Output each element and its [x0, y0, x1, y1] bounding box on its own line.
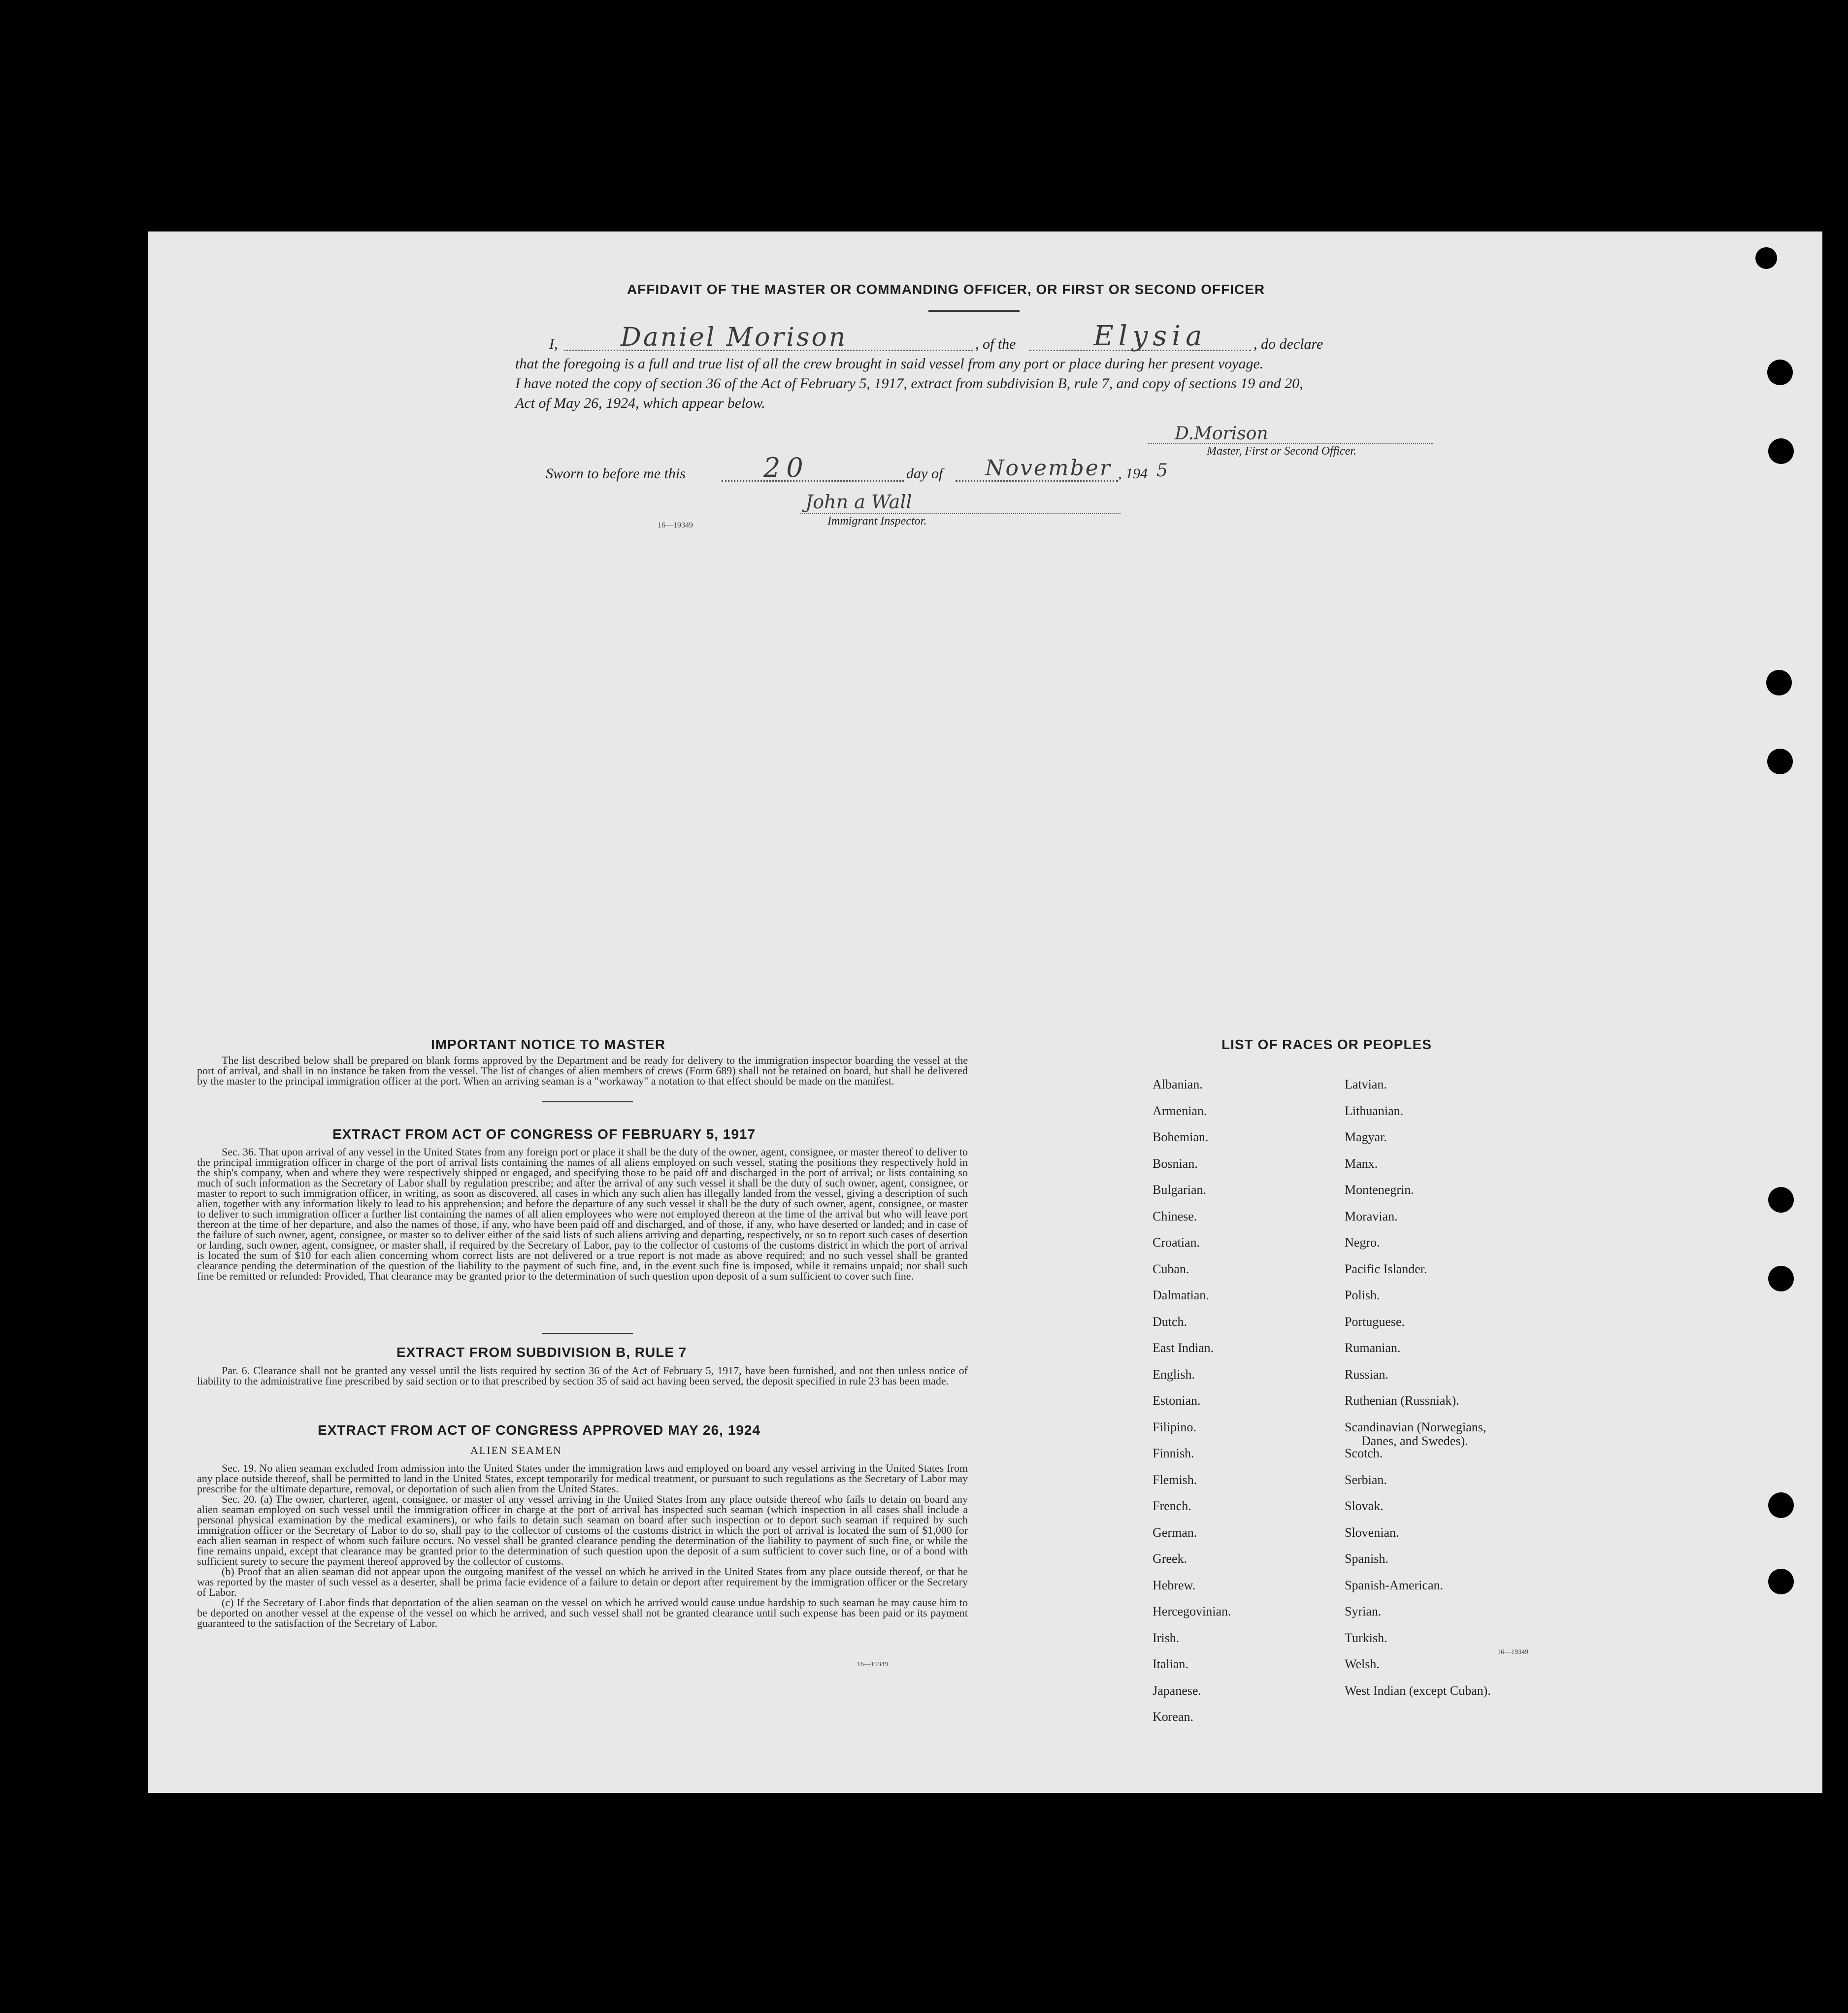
race-item: Scandinavian (Norwegians,: [1345, 1419, 1486, 1434]
race-item: Ruthenian (Russniak).: [1345, 1393, 1459, 1408]
race-item: Filipino.: [1153, 1419, 1196, 1434]
race-item: Chinese.: [1153, 1209, 1197, 1223]
race-item: Montenegrin.: [1345, 1183, 1414, 1197]
race-item: Danes, and Swedes).: [1361, 1433, 1468, 1448]
punch-hole: [1767, 360, 1793, 385]
race-item: Hercegovinian.: [1153, 1604, 1231, 1618]
notice-text: [197, 1055, 968, 1086]
affidavit-title: AFFIDAVIT OF THE MASTER OR COMMANDING OFFICER, OR FIRST OR SECOND OFFICER: [627, 282, 1265, 297]
sec19-paragraph: Sec. 19. No alien seaman excluded from admission into the United States under the immigration laws and employed on board any vessel arriving in the United States from any place outside thereof, shall be permitted to land in the United States, except temporarily for medical treatment, or pursuant to such regulations as the Secretary of Labor may prescribe for the ultimate departure, removal, or deportation of such alien from the United States.: [197, 1462, 968, 1495]
affidavit-line1-prefix: I,: [549, 336, 558, 352]
sworn-mid: day of: [906, 465, 943, 482]
extract-1924-text: [197, 1463, 968, 1628]
race-item: Bosnian.: [1153, 1156, 1198, 1171]
sworn-prefix: Sworn to before me this: [546, 465, 686, 482]
inspector-signature-line: [800, 513, 1121, 514]
notice-title: IMPORTANT NOTICE TO MASTER: [431, 1037, 666, 1052]
race-item: Italian.: [1153, 1657, 1188, 1671]
sworn-day-handwritten: 20: [763, 452, 809, 483]
race-item: Moravian.: [1345, 1209, 1398, 1223]
race-item: Negro.: [1345, 1235, 1380, 1250]
punch-hole: [1768, 1187, 1794, 1213]
affidavit-line1-mid: , of the: [975, 336, 1016, 352]
sec20a-paragraph: Sec. 20. (a) The owner, charterer, agent, consignee, or master of any vessel arriving in the United States from any place outside thereof who fails to detain on board any alien seaman employed on such vessel until the immigration officer in charge at the port of arrival has inspected such seaman (which inspection in all cases shall include a personal physical examination by the medical examiners), or who fails to detain such seaman on board after such inspection or to deport such seaman if required by such immigration officer or the Secretary of Labor to do so, shall pay to the collector of customs of the customs district in which the port of arrival is located the sum of $1,000 for each alien seaman in respect of whom such failure occurs. No vessel shall be granted clearance pending the determination of the liability to payment of such fine, or while the fine remains unpaid, except that clearance may be granted prior to the determination of such question upon the deposit of a sum sufficient to cover such fine, or of a bond with sufficient surety to secure the payment thereof approved by the collector of customs.: [197, 1493, 968, 1567]
race-item: Bulgarian.: [1153, 1183, 1207, 1197]
alien-seamen-subtitle: ALIEN SEAMEN: [470, 1444, 562, 1456]
race-item: Armenian.: [1153, 1103, 1207, 1118]
punch-hole: [1755, 247, 1777, 269]
race-item: Polish.: [1345, 1288, 1380, 1302]
officer-signature: D.Morison: [1175, 424, 1268, 444]
race-item: Pacific Islander.: [1345, 1261, 1427, 1276]
affidavit-line3: I have noted the copy of section 36 of the Act of February 5, 1917, extract from subdivision B, rule 7, and copy of sections 19 and 20,: [515, 375, 1303, 392]
race-item: Spanish-American.: [1345, 1578, 1444, 1592]
punch-hole: [1767, 749, 1793, 774]
rule7-paragraph: Par. 6. Clearance shall not be granted any vessel until the lists required by section 36 of the Act of February 5, 1917, have been furnished, and not then unless notice of liability to the administrative fine prescribed by said section or to that prescribed by section 35 of said act having been served, the deposit specified in rule 23 has been made.: [197, 1364, 968, 1387]
race-item: Turkish.: [1345, 1630, 1387, 1645]
punch-hole: [1766, 670, 1792, 695]
race-item: German.: [1153, 1525, 1197, 1540]
race-item: Korean.: [1153, 1710, 1194, 1724]
notice-paragraph: The list described below shall be prepared on blank forms approved by the Department and be ready for delivery to the immigration inspector boarding the vessel at the port of arrival, and shall in no instance be taken from the vessel. The list of changes of alien members of crews (Form 689) shall not be retained on board, but shall be delivered by the master to the principal immigration officer at the port. When an arriving seaman is a "workaway" a notation to that effect should be made on the manifest.: [197, 1054, 968, 1087]
race-item: Dalmatian.: [1153, 1288, 1209, 1302]
race-item: Slovenian.: [1345, 1525, 1399, 1540]
punch-hole: [1768, 438, 1794, 464]
extract-1917-text: [197, 1147, 968, 1281]
affidavit-line4: Act of May 26, 1924, which appear below.: [515, 395, 765, 411]
sec20b-paragraph: (b) Proof that an alien seaman did not appear upon the outgoing manifest of the vessel on which he arrived in the United States from any place outside thereof, or that he was reported by the master of such vessel as a deserter, shall be prima facie evidence of a failure to detain or deport after requirement by the immigration officer or the Secretary of Labor.: [197, 1565, 968, 1598]
inspector-caption: Immigrant Inspector.: [827, 515, 927, 528]
race-item: Latvian.: [1345, 1077, 1387, 1091]
race-item: Greek.: [1153, 1551, 1188, 1566]
inspector-signature: John a Wall: [805, 491, 912, 513]
race-item: Serbian.: [1345, 1472, 1387, 1487]
sworn-year-printed: , 194: [1118, 465, 1148, 482]
races-title: LIST OF RACES OR PEOPLES: [1221, 1037, 1432, 1052]
extract-1924-title: EXTRACT FROM ACT OF CONGRESS APPROVED MAY 26, 1924: [318, 1422, 760, 1438]
race-item: Albanian.: [1153, 1077, 1203, 1091]
race-item: French.: [1153, 1499, 1191, 1513]
race-item: Spanish.: [1345, 1551, 1388, 1566]
extract-1917-title: EXTRACT FROM ACT OF CONGRESS OF FEBRUARY 5, 1917: [332, 1126, 756, 1142]
sworn-month-handwritten: November: [985, 456, 1112, 481]
race-item: Bohemian.: [1153, 1130, 1209, 1144]
extract-rule7-text: [197, 1365, 968, 1386]
punch-hole: [1768, 1266, 1794, 1291]
punch-hole: [1768, 1492, 1794, 1518]
affidavit-line2: that the foregoing is a full and true list of all the crew brought in said vessel from any port or place during her present voyage.: [515, 356, 1264, 372]
title-divider: [928, 310, 1020, 312]
sworn-day-line: [722, 480, 904, 482]
extract-form-code: 16—19349: [857, 1661, 888, 1668]
affidavit-line1-suffix: , do declare: [1254, 336, 1323, 352]
race-item: Russian.: [1345, 1367, 1388, 1382]
punch-hole: [1768, 1569, 1794, 1594]
race-item: Flemish.: [1153, 1472, 1197, 1487]
race-item: Hebrew.: [1153, 1578, 1196, 1592]
sec20c-paragraph: (c) If the Secretary of Labor finds that deportation of the alien seaman on the vessel on which he arrived would cause undue hardship to such seaman he may cause him to be deported on another vessel at the expense of the vessel on which he arrived, and such vessel shall not be granted clearance until such expense has been paid or its payment guaranteed to the satisfaction of the Secretary of Labor.: [197, 1596, 968, 1629]
race-item: East Indian.: [1153, 1341, 1214, 1355]
race-item: Welsh.: [1345, 1657, 1380, 1671]
race-item: Portuguese.: [1345, 1314, 1405, 1329]
race-item: Dutch.: [1153, 1314, 1188, 1329]
race-item: Slovak.: [1345, 1499, 1384, 1513]
race-item: English.: [1153, 1367, 1195, 1382]
extract-1917-divider: [542, 1333, 633, 1334]
race-item: West Indian (except Cuban).: [1345, 1683, 1491, 1698]
race-item: Lithuanian.: [1345, 1103, 1404, 1118]
race-item: Syrian.: [1345, 1604, 1382, 1618]
race-item: Japanese.: [1153, 1683, 1201, 1698]
officer-signature-line: [1148, 443, 1433, 444]
officer-caption: Master, First or Second Officer.: [1207, 445, 1356, 458]
races-form-code: 16—19349: [1497, 1649, 1528, 1656]
master-name-handwritten: Daniel Morison: [621, 323, 848, 352]
race-item: Finnish.: [1153, 1446, 1194, 1460]
race-item: Scotch.: [1345, 1446, 1383, 1460]
race-item: Manx.: [1345, 1156, 1378, 1171]
race-item: Magyar.: [1345, 1130, 1387, 1144]
race-item: Croatian.: [1153, 1235, 1200, 1250]
race-item: Irish.: [1153, 1630, 1180, 1645]
affidavit-form-code: 16—19349: [658, 521, 693, 529]
extract-rule7-title: EXTRACT FROM SUBDIVISION B, RULE 7: [396, 1345, 687, 1360]
notice-divider: [542, 1101, 633, 1102]
sec36-paragraph: Sec. 36. That upon arrival of any vessel in the United States from any foreign port or place it shall be the duty of the owner, agent, consignee, or master thereof to deliver to the principal immigration officer in charge of the port of arrival lists containing the names of all aliens employed on such vessel, stating the positions they respectively hold in the ship's company, when and where they were respectively shipped or engaged, and specifying those to be paid off and discharged in the port of arrival; or lists containing so much of such information as the Secretary of Labor shall by regulation prescribe; and after the arrival of any such vessel it shall be the duty of such owner, agent, consignee, or master to report to such immigration officer, in writing, as soon as discovered, all cases in which any such alien has illegally landed from the vessel, giving a description of such alien, together with any information likely to lead to his apprehension; and before the departure of any such vessel it shall be the duty of such owner, agent, consignee, or master to deliver to such immigration officer a further list containing the names of all alien employees who were not employed thereon at the time of the arrival but who will leave port thereon at the time of her departure, and also the names of those, if any, who have been paid off and discharged, and of those, if any, who have deserted or landed; and in case of the failure of such owner, agent, consignee, or master so to deliver either of the said lists of such aliens arriving and departing, respectively, or so to report such cases of desertion or landing, such owner, agent, consignee, or master shall, if required by the Secretary of Labor, pay to the collector of customs of the customs district in which the port of arrival is located the sum of $10 for each alien concerning whom correct lists are not delivered or a true report is not made as above required; and no such vessel shall be granted clearance pending the determination of the question of the liability to the payment of such fine, and, in the event such fine is imposed, while it remains unpaid; nor shall such fine be remitted or refunded: Provided, That clearance may be granted prior to the determination of such question upon deposit of a sum sufficient to cover such fine.: [197, 1146, 968, 1282]
race-item: Rumanian.: [1345, 1341, 1401, 1355]
race-item: Estonian.: [1153, 1393, 1201, 1408]
document-page: [148, 231, 1822, 1793]
race-item: Cuban.: [1153, 1261, 1189, 1276]
vessel-name-handwritten: Elysia: [1093, 320, 1207, 352]
sworn-year-handwritten: 5: [1156, 461, 1168, 481]
